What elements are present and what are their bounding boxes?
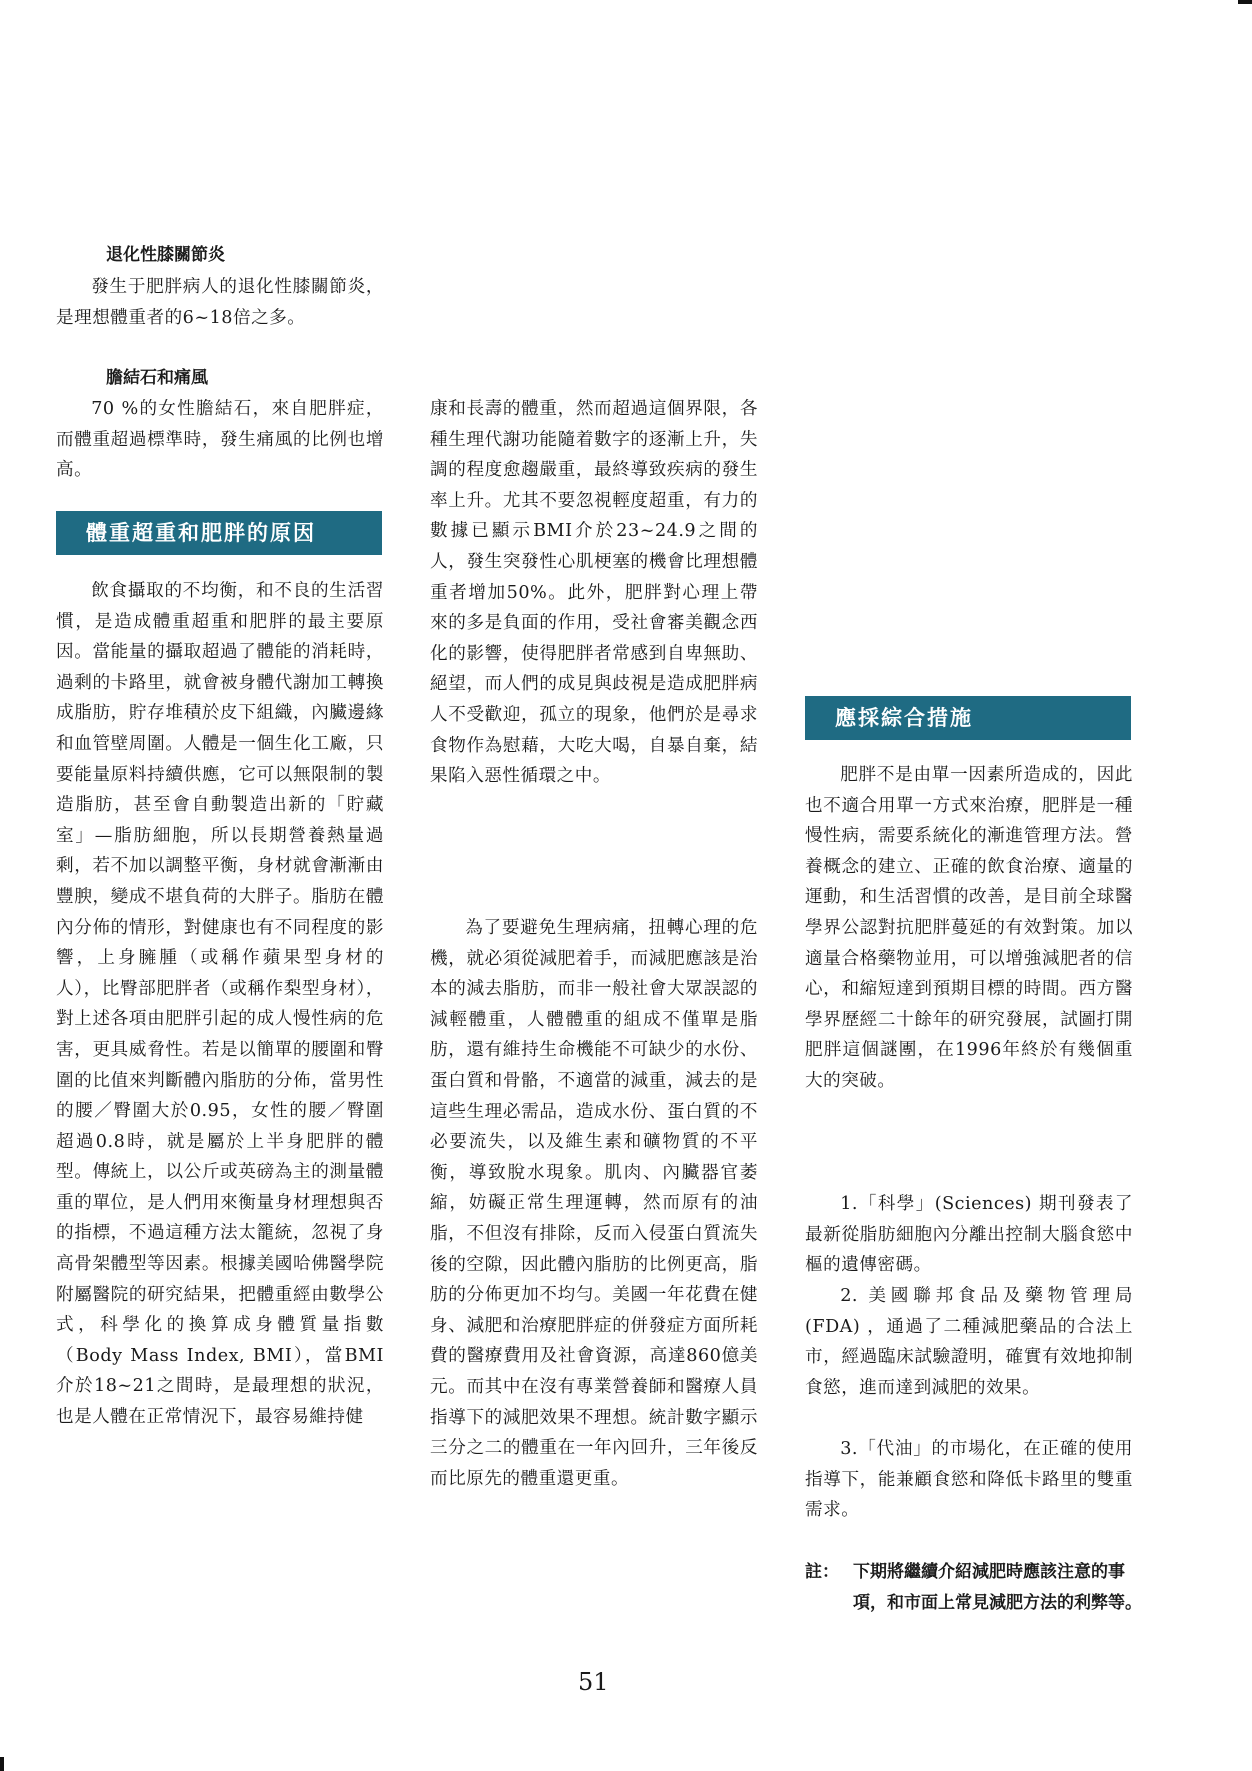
list-item-fda: 2. 美國聯邦食品及藥物管理局 (FDA) ，通過了二種減肥藥品的合法上市，經過臨床試驗證明，確實有效地抑制食慾，進而達到減肥的效果。: [805, 1286, 1133, 1398]
page-number: 51: [578, 1668, 609, 1696]
footnote-label: 註：: [805, 1562, 839, 1582]
paragraph-continued: 康和長壽的體重，然而超過這個界限，各種生理代謝功能隨着數字的逐漸上升，失調的程度愈趨嚴重，最終導致疾病的發生率上升。尤其不要忽視輕度超重，有力的數據已顯示BMI介於23~24.9之間的人，發生突發性心肌梗塞的機會比理想體重者增加50%。此外，肥胖對心理上帶來的多是負面的作用，受社會審美觀念西化的影響，使得肥胖者常感到自卑無助、絕望，而人們的成見與歧視是造成肥胖病人不受歡迎，孤立的現象，他們於是尋求食物作為慰藉，大吃大喝，自暴自棄，結果陷入惡性循環之中。: [430, 399, 758, 787]
section-banner-causes: 體重超重和肥胖的原因: [56, 511, 382, 555]
list-item-sciences: 1.「科學」(Sciences) 期刊發表了最新從脂肪細胞內分離出控制大腦食慾中樞的遺傳密碼。: [805, 1194, 1133, 1276]
list-item-oil-substitute: 3.「代油」的市場化，在正確的使用指導下，能兼顧食慾和降低卡路里的雙重需求。: [805, 1439, 1133, 1521]
paragraph-causes: 飲食攝取的不均衡，和不良的生活習慣，是造成體重超重和肥胖的最主要原因。當能量的攝取超過了體能的消耗時，過剩的卡路里，就會被身體代謝加工轉換成脂肪，貯存堆積於皮下組織，內臟邊緣和血管壁周圍。人體是一個生化工廠，只要能量原料持續供應，它可以無限制的製造脂肪，甚至會自動製造出新的「貯藏室」—脂肪細胞，所以長期營養熱量過剩，若不加以調整平衡，身材就會漸漸由豐腴，變成不堪負荷的大胖子。脂肪在體內分佈的情形，對健康也有不同程度的影響，上身臃腫（或稱作蘋果型身材的人），比臀部肥胖者（或稱作梨型身材），對上述各項由肥胖引起的成人慢性病的危害，更具威脅性。若是以簡單的腰圍和臀圍的比值來判斷體內脂肪的分佈，當男性的腰／臀圍大於0.95，女性的腰／臀圍超過0.8時，就是屬於上半身肥胖的體型。傳統上，以公斤或英磅為主的測量體重的單位，是人們用來衡量身材理想與否的指標，不過這種方法太籠統，忽視了身高骨架體型等因素。根據美國哈佛醫學院附屬醫院的研究結果，把體重經由數學公式，科學化的換算成身體質量指數（Body Mass Index, BMI），當BMI介於18~21之間時，是最理想的狀況，也是人體在正常情況下，最容易維持健: [56, 581, 384, 1428]
heading-knee-arthritis: 退化性膝關節炎: [106, 245, 225, 265]
crop-mark-bottom-left: [0, 1757, 4, 1771]
section-banner-measures: 應採綜合措施: [805, 696, 1131, 740]
footnote-text: 下期將繼續介紹減肥時應該注意的事項，和市面上常見減肥方法的利弊等。: [853, 1562, 1142, 1613]
paragraph-gallstone-gout: 70 %的女性膽結石，來自肥胖症，而體重超過標準時，發生痛風的比例也增高。: [56, 399, 384, 481]
paragraph-measures: 肥胖不是由單一因素所造成的，因此也不適合用單一方式來治療，肥胖是一種慢性病，需要系統化的漸進管理方法。營養概念的建立、正確的飲食治療、適量的運動，和生活習慣的改善，是目前全球醫學界公認對抗肥胖蔓延的有效對策。加以適量合格藥物並用，可以增強減肥者的信心，和縮短達到預期目標的時間。西方醫學界歷經二十餘年的研究發展，試圖打開肥胖這個謎團，在1996年終於有幾個重大的突破。: [805, 765, 1133, 1091]
paragraph-avoid: 為了要避免生理病痛，扭轉心理的危機，就必須從減肥着手，而減肥應該是治本的減去脂肪，而非一般社會大眾誤認的減輕體重，人體體重的組成不僅單是脂肪，還有維持生命機能不可缺少的水份、蛋白質和骨骼，不適當的減重，減去的是這些生理必需品，造成水份、蛋白質的不必要流失，以及維生素和礦物質的不平衡，導致脫水現象。肌肉、內臟器官萎縮，妨礙正常生理運轉，然而原有的油脂，不但沒有排除，反而入侵蛋白質流失後的空隙，因此體內脂肪的比例更高，脂肪的分佈更加不均勻。美國一年花費在健身、減肥和治療肥胖症的併發症方面所耗費的醫療費用及社會資源，高達860億美元。而其中在沒有專業營養師和醫療人員指導下的減肥效果不理想。統計數字顯示三分之二的體重在一年內回升，三年後反而比原先的體重還更重。: [430, 918, 758, 1489]
heading-gallstone-gout: 膽結石和痛風: [106, 368, 208, 388]
paragraph-knee-arthritis: 發生于肥胖病人的退化性膝關節炎，是理想體重者的6~18倍之多。: [56, 277, 384, 328]
footnote: [805, 1557, 1145, 1619]
crop-mark-top-right: [1238, 0, 1252, 4]
